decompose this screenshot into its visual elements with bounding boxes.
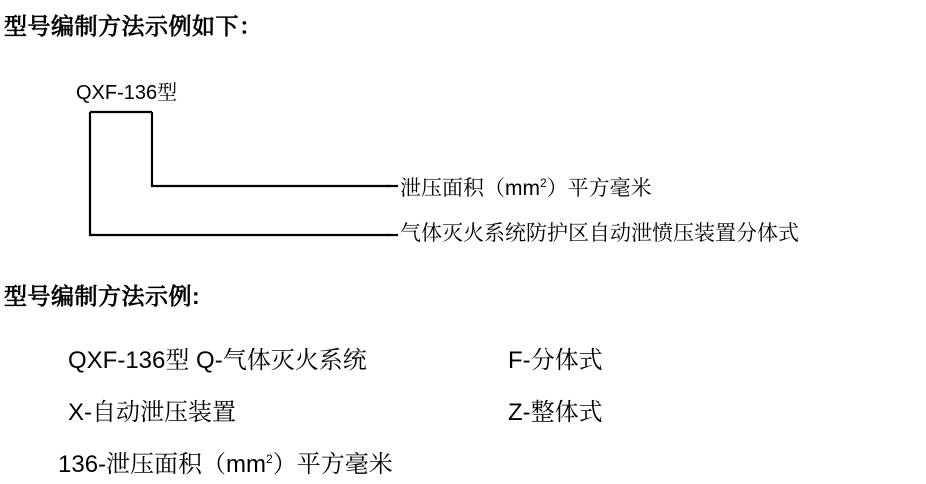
example-row-3-superscript: 2 — [266, 452, 273, 466]
callout-area-after: ）平方毫米 — [546, 177, 652, 200]
page-title: 型号编制方法示例如下： — [4, 13, 263, 39]
callout-area-before: 泄压面积（mm — [400, 177, 540, 200]
example-row-1-right: F-分体式 — [508, 347, 603, 374]
example-row-3-left — [58, 444, 393, 479]
callout-area-superscript: 2 — [540, 176, 547, 190]
callout-area-text — [400, 172, 652, 202]
callout-system-text: 气体灭火系统防护区自动泄愤压装置分体式 — [400, 222, 799, 245]
section-title-example: 型号编制方法示例: — [4, 283, 201, 309]
example-row-1-left: QXF-136型 Q-气体灭火系统 — [68, 347, 367, 374]
example-row-3-before: 136-泄压面积（mm — [58, 451, 267, 478]
model-code-label: QXF-136型 — [76, 82, 178, 104]
example-row-2-right: Z-整体式 — [508, 399, 603, 426]
example-row-2-left: X-自动泄压装置 — [68, 399, 236, 426]
example-row-3-after: ）平方毫米 — [272, 451, 393, 478]
